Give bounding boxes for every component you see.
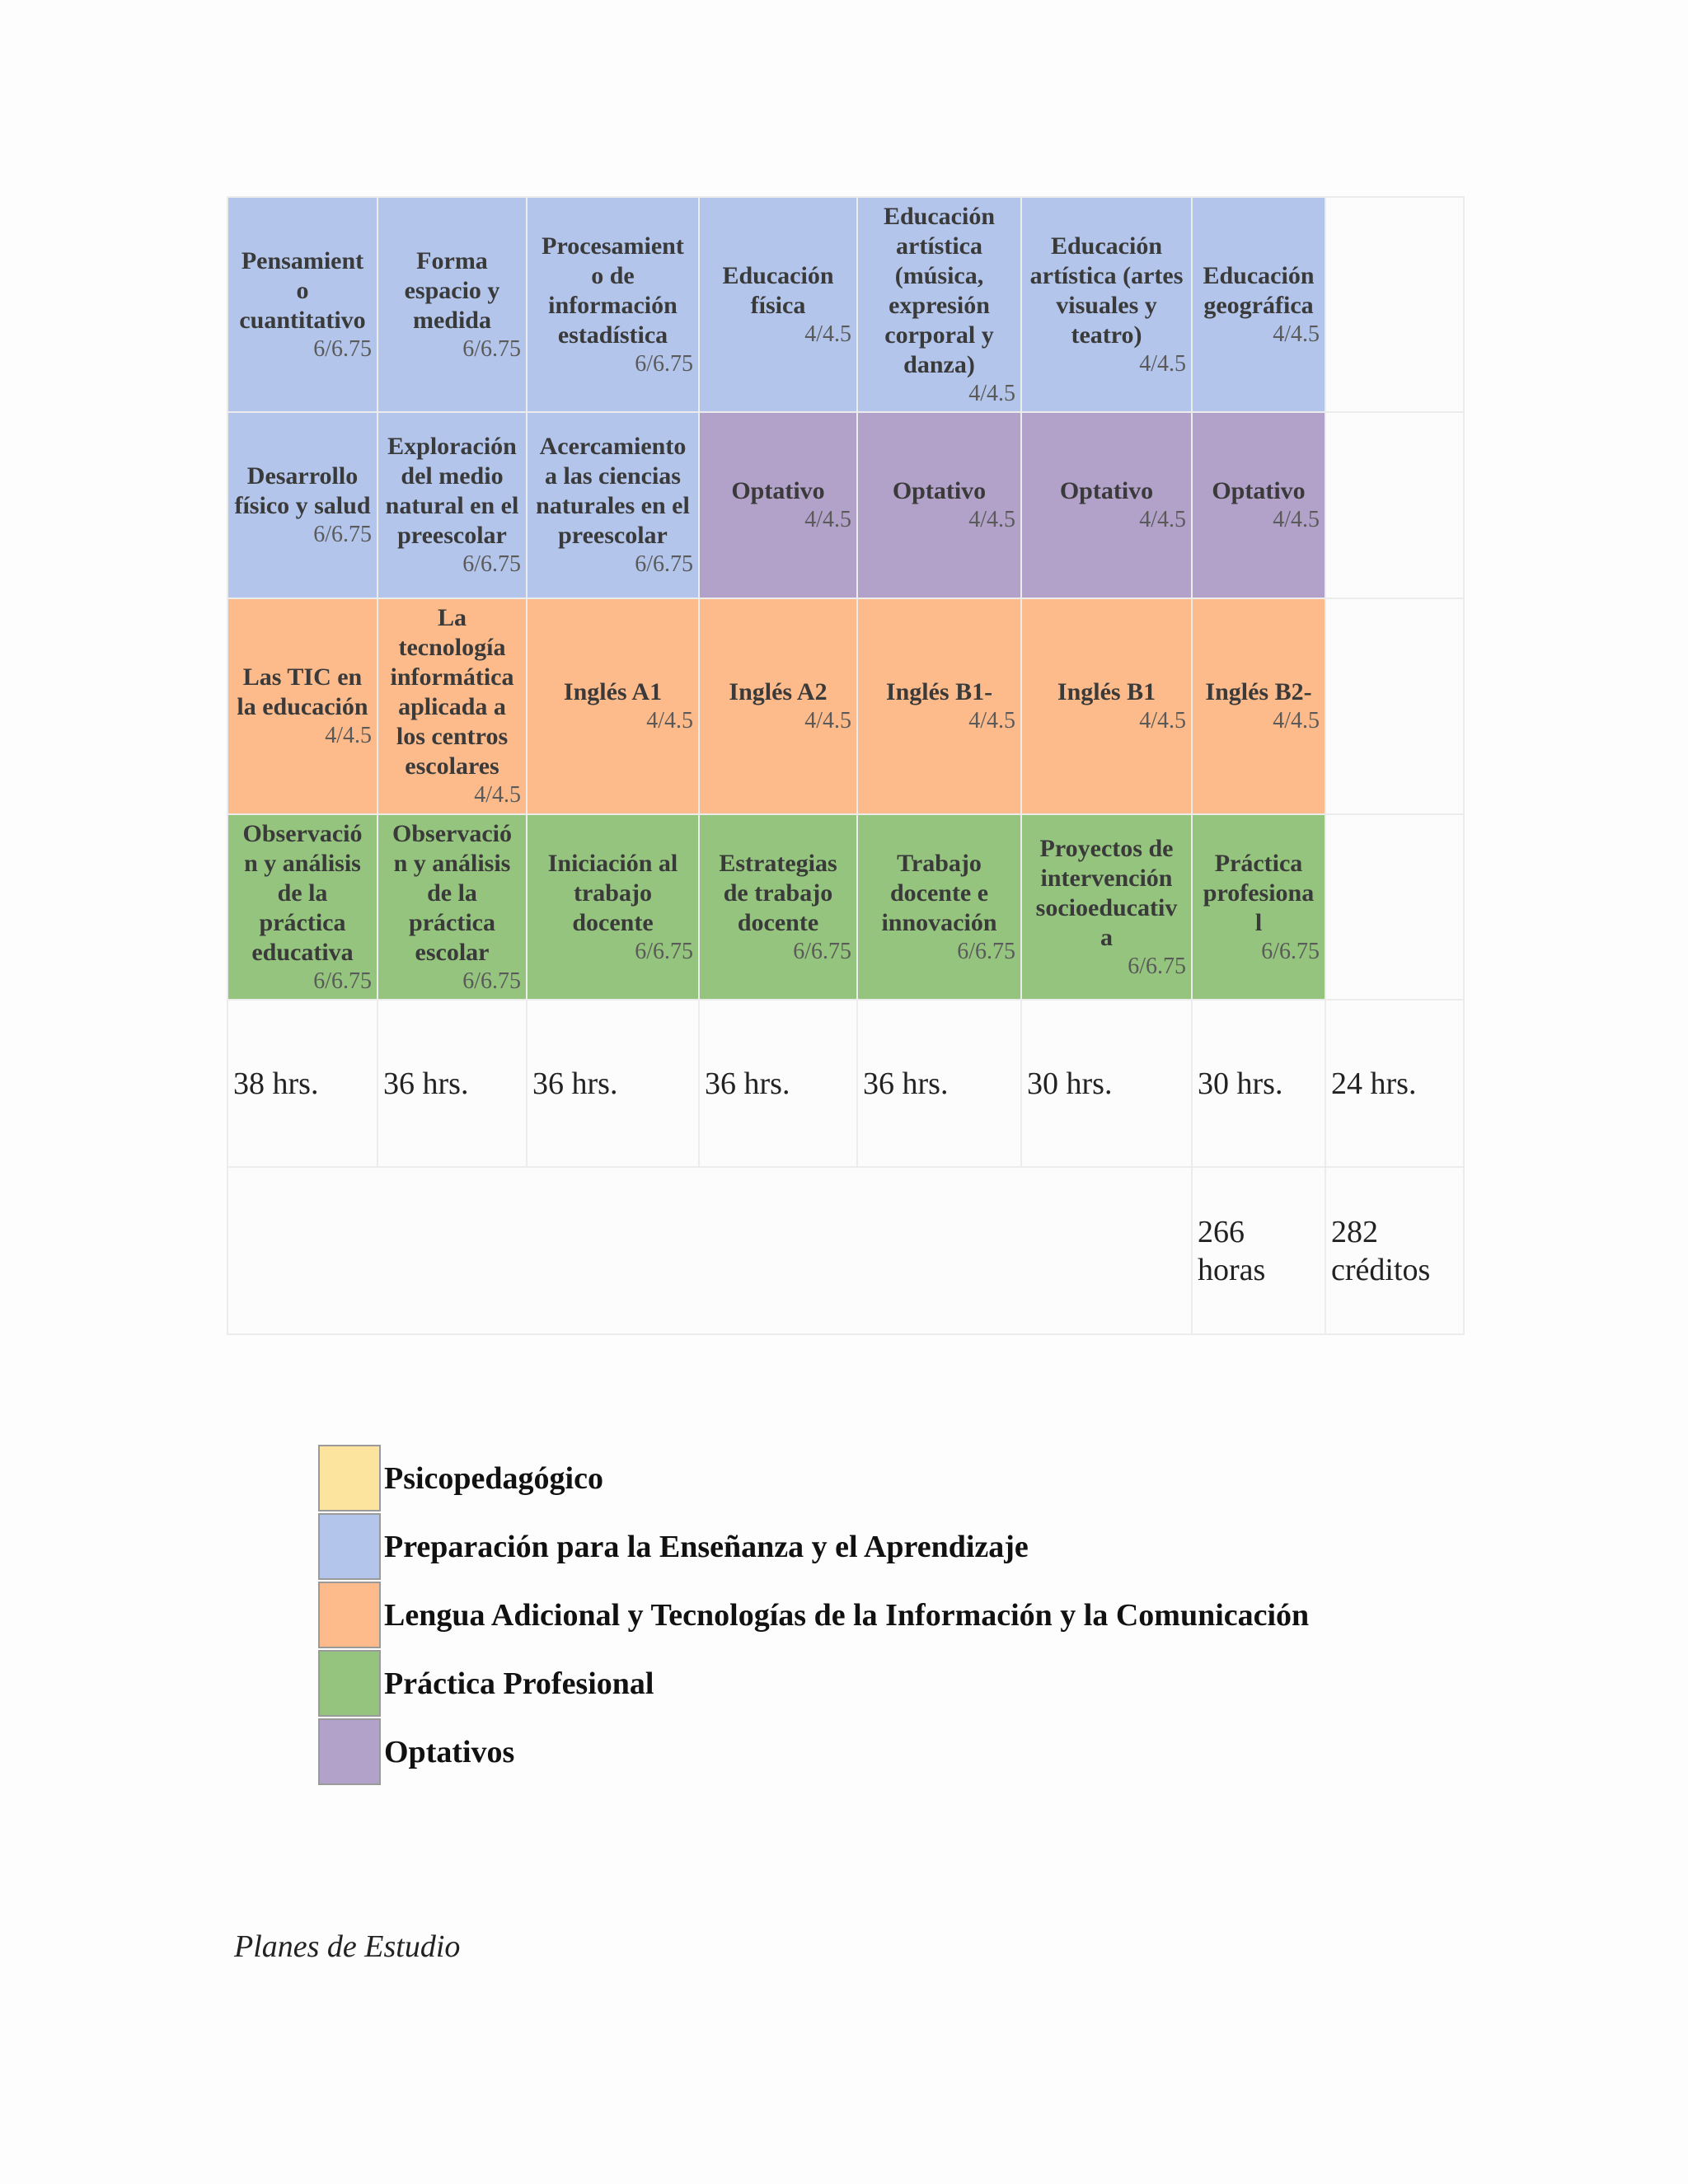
legend-swatch (318, 1513, 381, 1580)
course-name: Educación artística (artes visuales y teatro) (1029, 232, 1184, 349)
course-credits: 6/6.75 (793, 938, 851, 964)
figure-caption: Planes de Estudio (234, 1929, 461, 1964)
course-name: Educación artística (música, expresión corporal y danza) (883, 202, 996, 378)
course-cell (857, 598, 1021, 814)
course-credits: 6/6.75 (462, 335, 521, 362)
course-credits: 6/6.75 (313, 335, 372, 362)
legend-label: Práctica Profesional (384, 1666, 654, 1701)
course-name: Inglés B2- (1205, 678, 1312, 705)
total-credits: 282 créditos (1325, 1167, 1464, 1334)
course-credits: 4/4.5 (968, 507, 1015, 532)
course-credits: 4/4.5 (1273, 321, 1320, 347)
hours-cell: 30 hrs. (1021, 1000, 1192, 1167)
legend-item (318, 1581, 1309, 1649)
course-credits: 6/6.75 (313, 522, 372, 547)
course-credits: 4/4.5 (1139, 507, 1186, 532)
course-name: Iniciación al trabajo docente (547, 849, 678, 936)
course-cell (377, 412, 527, 598)
course-credits: 4/4.5 (804, 507, 851, 532)
hours-cell: 36 hrs. (527, 1000, 699, 1167)
legend-swatch (318, 1582, 381, 1648)
legend-label: Optativos (384, 1734, 515, 1769)
course-name: Optativo (731, 477, 825, 504)
course-name: Observació n y análisis de la práctica escolar (392, 819, 512, 966)
course-cell (699, 598, 857, 814)
course-row (227, 598, 1464, 814)
course-cell (857, 814, 1021, 1000)
course-cell (377, 598, 527, 814)
course-credits: 4/4.5 (804, 708, 851, 733)
course-name: Inglés B1 (1057, 678, 1156, 705)
course-name: Desarrollo físico y salud (234, 462, 371, 519)
course-credits: 4/4.5 (474, 782, 521, 808)
course-name: Procesamient o de información estadística (542, 232, 684, 349)
course-cell (699, 197, 857, 412)
hours-row (227, 1000, 1464, 1167)
course-row (227, 197, 1464, 412)
course-credits: 6/6.75 (1128, 953, 1186, 979)
legend-label: Preparación para la Enseñanza y el Aprendizaje (384, 1529, 1029, 1564)
course-credits: 4/4.5 (968, 380, 1015, 406)
course-cell (1192, 814, 1325, 1000)
course-cell (1021, 197, 1192, 412)
course-name: Optativo (892, 477, 987, 504)
course-cell (1021, 814, 1192, 1000)
legend-item (318, 1718, 1309, 1786)
course-credits: 4/4.5 (968, 708, 1015, 733)
course-name: Inglés B1- (885, 678, 993, 705)
total-hours: 266 horas (1192, 1167, 1325, 1334)
course-cell (527, 598, 699, 814)
curriculum-table (227, 196, 1465, 1335)
course-cell (227, 814, 377, 1000)
course-credits: 4/4.5 (804, 321, 851, 347)
course-cell (227, 197, 377, 412)
course-cell (227, 412, 377, 598)
course-credits: 6/6.75 (635, 350, 693, 377)
course-credits: 4/4.5 (1139, 350, 1186, 377)
course-credits: 4/4.5 (1273, 708, 1320, 733)
legend-swatch (318, 1650, 381, 1717)
empty-cell (1325, 197, 1464, 412)
course-row (227, 412, 1464, 598)
totals-row (227, 1167, 1464, 1334)
course-credits: 4/4.5 (646, 708, 693, 733)
course-name: Educación física (722, 261, 834, 319)
course-cell (1192, 197, 1325, 412)
course-credits: 4/4.5 (325, 723, 372, 748)
course-name: Forma espacio y medida (404, 246, 500, 334)
course-credits: 6/6.75 (313, 968, 372, 994)
course-name: Pensamient o cuantitativo (239, 246, 366, 334)
legend-item (318, 1649, 1309, 1718)
course-cell (857, 412, 1021, 598)
course-name: Educación geográfica (1203, 261, 1315, 319)
course-cell (699, 814, 857, 1000)
course-name: Optativo (1059, 477, 1154, 504)
course-name: Exploración del medio natural en el preescolar (385, 433, 519, 549)
course-credits: 6/6.75 (957, 938, 1015, 964)
legend-swatch (318, 1445, 381, 1511)
empty-cell (1325, 814, 1464, 1000)
course-name: Estrategias de trabajo docente (719, 849, 837, 936)
course-credits: 6/6.75 (635, 938, 693, 964)
course-cell (1192, 598, 1325, 814)
course-credits: 4/4.5 (1273, 507, 1320, 532)
legend-label: Lengua Adicional y Tecnologías de la Información y la Comunicación (384, 1597, 1310, 1633)
course-cell (377, 814, 527, 1000)
course-cell (377, 197, 527, 412)
hours-cell: 30 hrs. (1192, 1000, 1325, 1167)
course-cell (1021, 598, 1192, 814)
course-row (227, 814, 1464, 1000)
course-cell (1192, 412, 1325, 598)
course-name: La tecnología informática aplicada a los centros escolares (390, 604, 514, 780)
course-credits: 6/6.75 (462, 551, 521, 577)
course-name: Observació n y análisis de la práctica educativa (242, 819, 363, 966)
course-cell (699, 412, 857, 598)
legend-swatch (318, 1718, 381, 1785)
course-name: Las TIC en la educación (237, 663, 368, 720)
hours-cell: 36 hrs. (857, 1000, 1021, 1167)
hours-cell: 38 hrs. (227, 1000, 377, 1167)
course-cell (857, 197, 1021, 412)
legend-item (318, 1444, 1309, 1512)
hours-cell: 24 hrs. (1325, 1000, 1464, 1167)
course-credits: 6/6.75 (635, 551, 693, 577)
course-name: Acercamiento a las ciencias naturales en el preescolar (536, 433, 690, 549)
course-name: Proyectos de intervención socioeducativ a (1035, 834, 1178, 951)
course-cell (527, 814, 699, 1000)
legend-item (318, 1512, 1309, 1581)
course-name: Práctica profesiona l (1203, 849, 1315, 936)
empty-cell (1325, 412, 1464, 598)
course-name: Optativo (1212, 477, 1306, 504)
hours-cell: 36 hrs. (377, 1000, 527, 1167)
hours-cell: 36 hrs. (699, 1000, 857, 1167)
course-name: Inglés A2 (729, 678, 828, 705)
totals-spacer (227, 1167, 1192, 1334)
course-name: Inglés A1 (563, 678, 663, 705)
course-cell (227, 598, 377, 814)
legend-label: Psicopedagógico (384, 1460, 603, 1496)
course-name: Trabajo docente e innovación (881, 849, 997, 936)
course-credits: 4/4.5 (1139, 708, 1186, 733)
course-cell (1021, 412, 1192, 598)
empty-cell (1325, 598, 1464, 814)
course-cell (527, 412, 699, 598)
color-legend (318, 1444, 1309, 1786)
course-credits: 6/6.75 (462, 968, 521, 994)
course-cell (527, 197, 699, 412)
course-credits: 6/6.75 (1261, 938, 1320, 964)
